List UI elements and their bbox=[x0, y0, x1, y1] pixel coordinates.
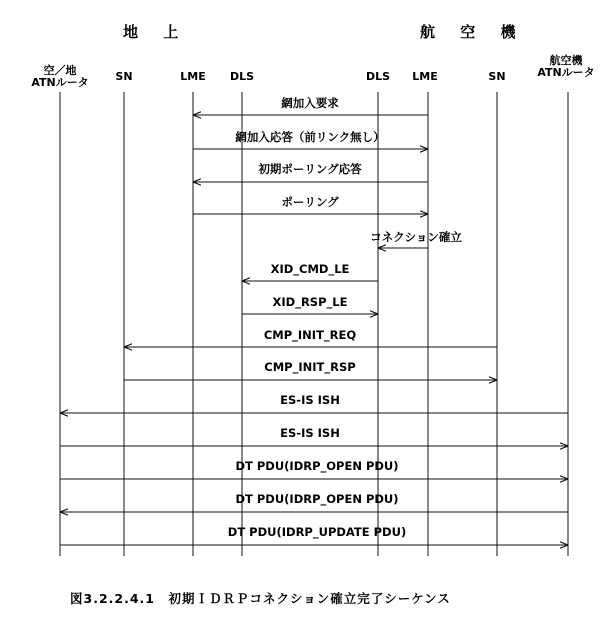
aircraft-group-label: 航 空 機 bbox=[420, 23, 526, 41]
message-label: 網加入応答（前リンク無し） bbox=[235, 130, 385, 144]
message-label: CMP_INIT_REQ bbox=[263, 328, 357, 342]
message-label: ES-IS ISH bbox=[280, 393, 340, 407]
message-label: 網加入要求 bbox=[281, 96, 339, 110]
air-router-label-line1: 航空機 bbox=[549, 54, 583, 67]
ground-group-label: 地 上 bbox=[123, 23, 189, 41]
message-label: コネクション確立 bbox=[370, 230, 462, 244]
air-router-label-line2: ATNルータ bbox=[537, 66, 595, 79]
message-label: DT PDU(IDRP_UPDATE PDU) bbox=[227, 525, 407, 539]
message-label: XID_RSP_LE bbox=[272, 295, 348, 309]
air-sn-label: SN bbox=[488, 70, 506, 83]
message-label: 初期ポーリング応答 bbox=[258, 162, 362, 176]
ground-lme-label: LME bbox=[180, 70, 206, 83]
message-label: DT PDU(IDRP_OPEN PDU) bbox=[235, 492, 399, 506]
ground-router-label-line2: ATNルータ bbox=[31, 76, 89, 89]
message-label: ES-IS ISH bbox=[280, 426, 340, 440]
message-label: ポーリング bbox=[281, 195, 339, 209]
message-label: XID_CMD_LE bbox=[270, 262, 350, 276]
ground-router-label-line1: 空／地 bbox=[43, 64, 77, 77]
message-label: CMP_INIT_RSP bbox=[264, 360, 356, 374]
air-lme-label: LME bbox=[412, 70, 438, 83]
air-dls-label: DLS bbox=[365, 70, 391, 83]
ground-sn-label: SN bbox=[115, 70, 133, 83]
ground-dls-label: DLS bbox=[229, 70, 255, 83]
figure-caption: 図3.2.2.4.1 初期ＩＤＲＰコネクション確立完了シーケンス bbox=[70, 591, 451, 606]
message-label: DT PDU(IDRP_OPEN PDU) bbox=[235, 459, 399, 473]
